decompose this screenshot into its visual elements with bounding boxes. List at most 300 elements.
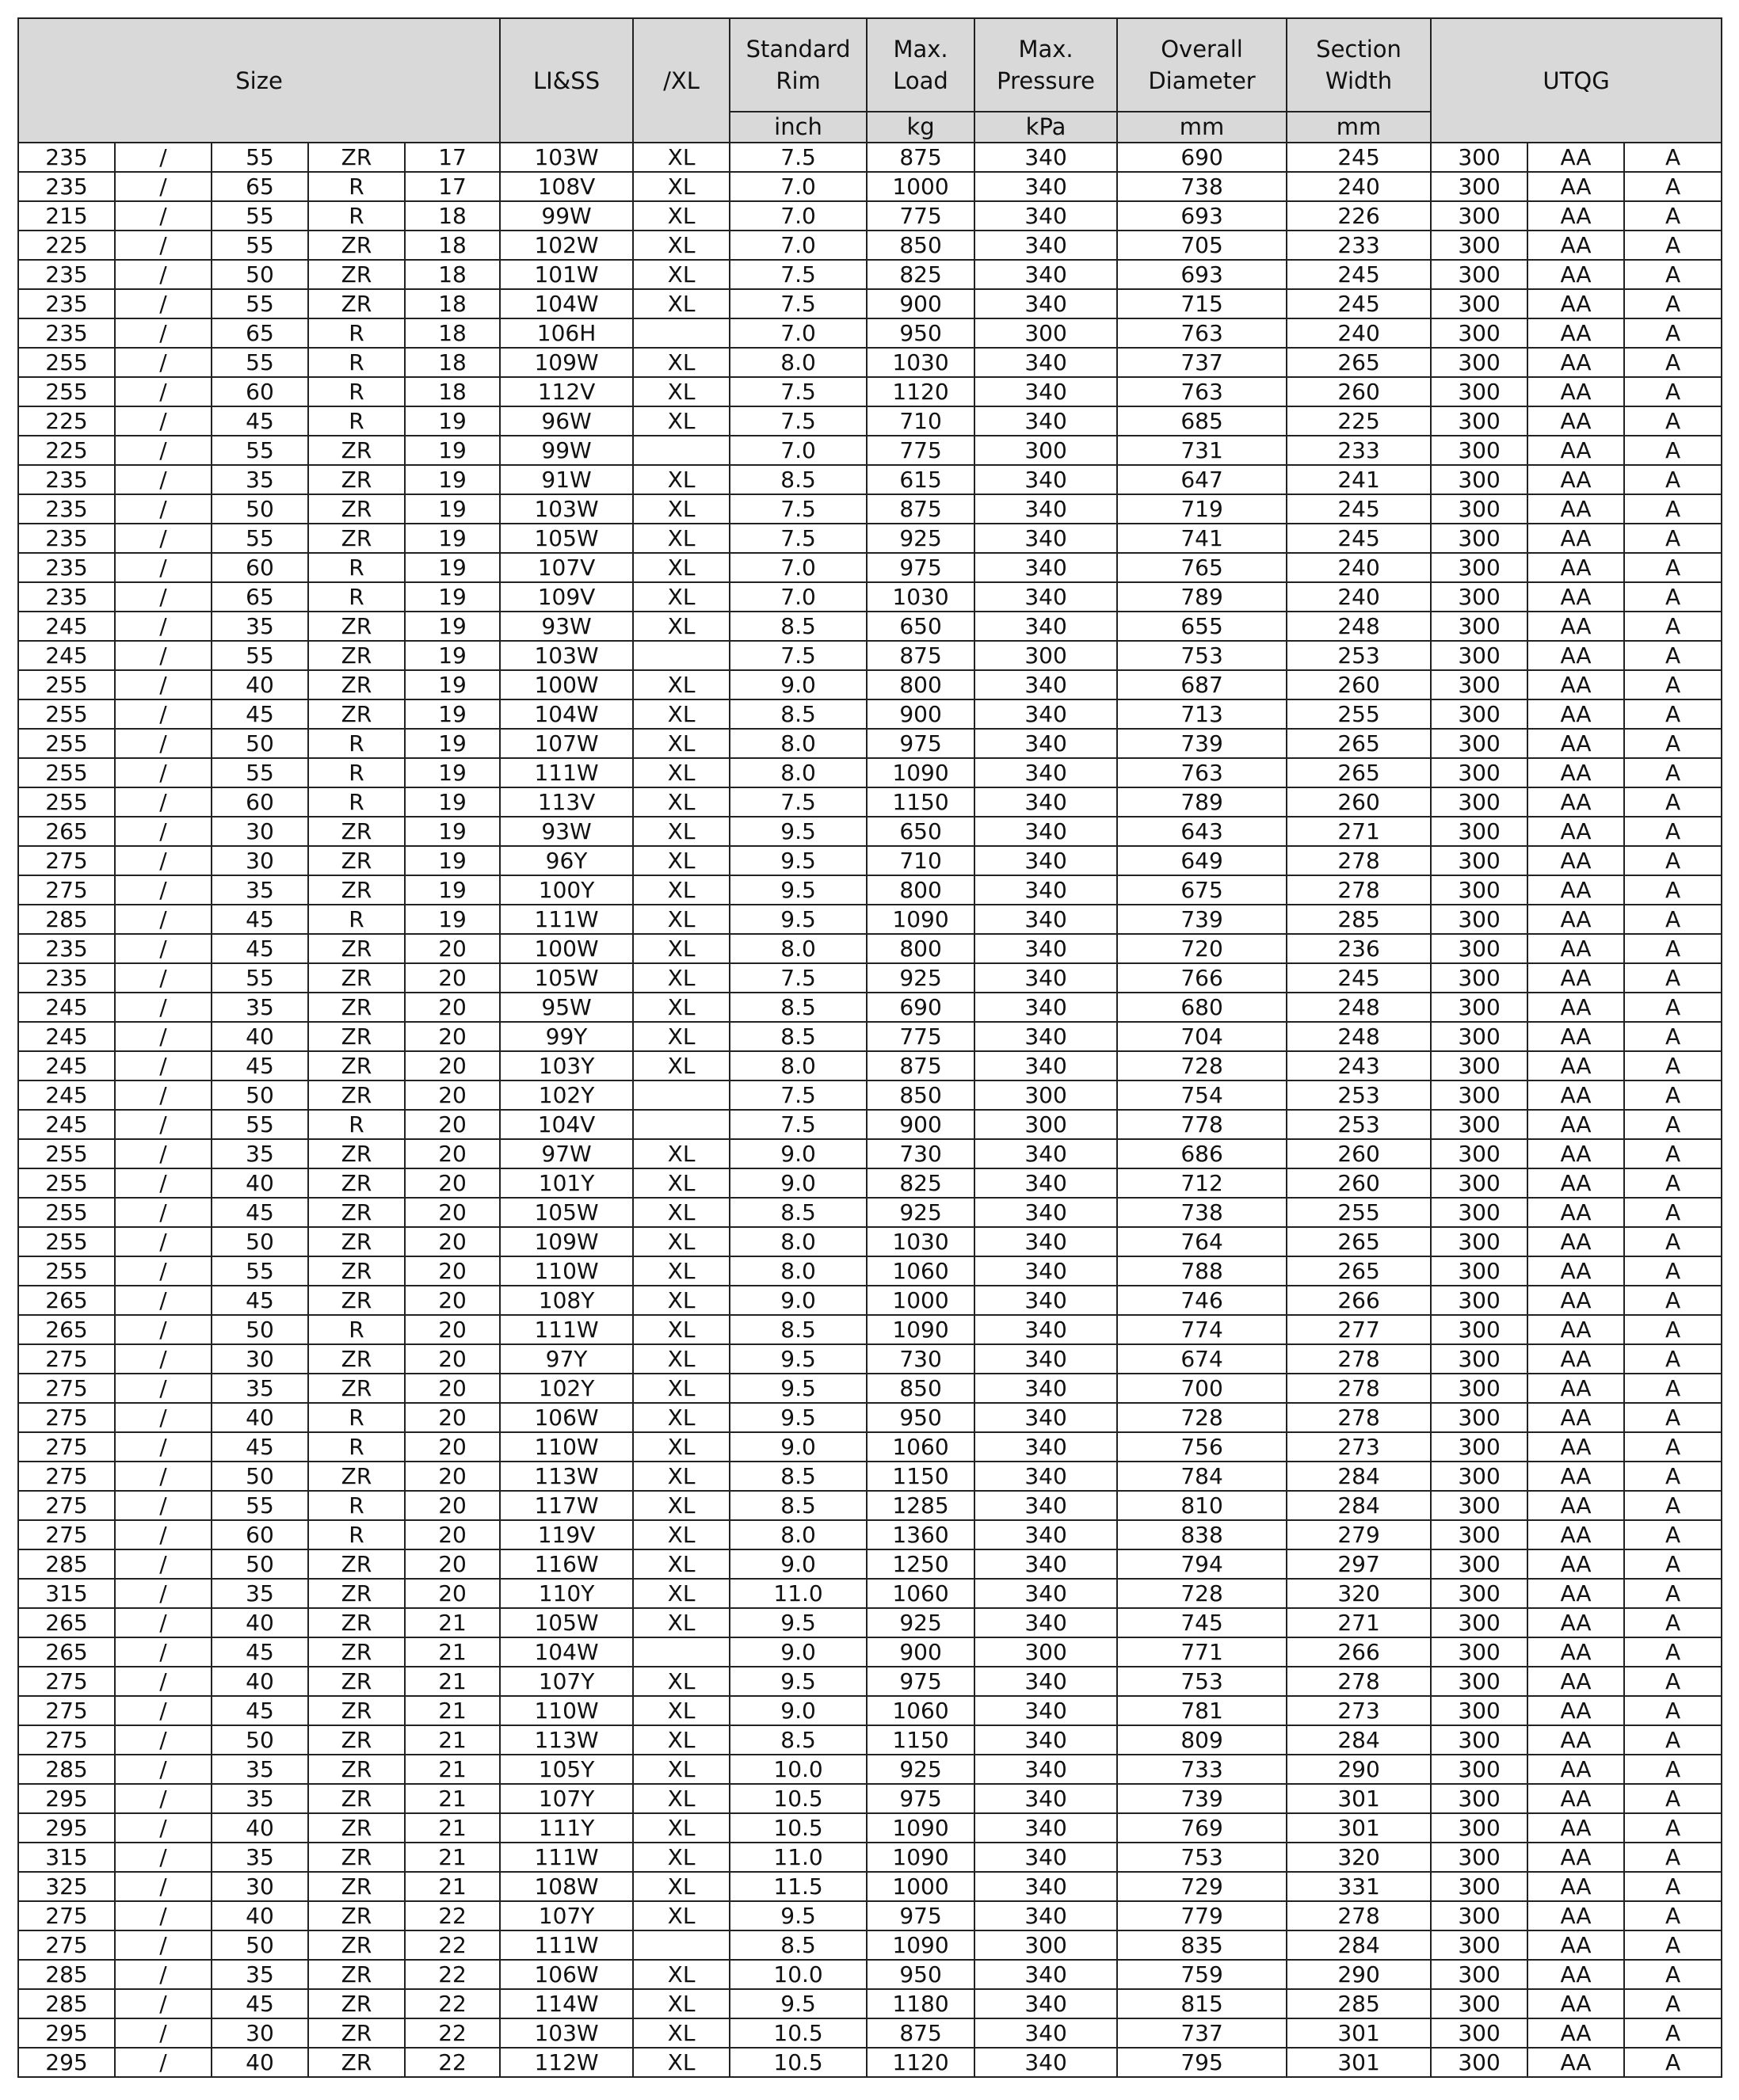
cell-standard-rim: 7.5 [730, 260, 867, 289]
cell-load-speed-index: 99Y [500, 1022, 633, 1051]
cell-size-rim-diameter: 20 [405, 1256, 500, 1286]
cell-size-separator: / [115, 1432, 212, 1462]
cell-load-speed-index: 100Y [500, 875, 633, 905]
cell-size-rim-diameter: 20 [405, 934, 500, 963]
table-row [18, 1139, 1722, 1168]
cell-size-construction: R [308, 553, 405, 582]
cell-utqg-temperature: A [1624, 1696, 1722, 1725]
cell-utqg-temperature: A [1624, 670, 1722, 699]
cell-overall-diameter: 739 [1117, 729, 1287, 758]
cell-overall-diameter: 649 [1117, 846, 1287, 875]
table-row [18, 260, 1722, 289]
cell-utqg-traction: AA [1527, 1989, 1624, 2018]
cell-size-width: 265 [18, 1315, 115, 1344]
cell-utqg-temperature: A [1624, 1755, 1722, 1784]
cell-size-width: 285 [18, 1549, 115, 1579]
cell-max-pressure: 340 [974, 1784, 1117, 1813]
cell-size-separator: / [115, 875, 212, 905]
cell-xl-flag: XL [633, 846, 730, 875]
cell-utqg-treadwear: 300 [1431, 1286, 1527, 1315]
cell-size-separator: / [115, 1110, 212, 1139]
cell-overall-diameter: 809 [1117, 1725, 1287, 1755]
cell-xl-flag: XL [633, 699, 730, 729]
cell-overall-diameter: 769 [1117, 1813, 1287, 1843]
cell-size-separator: / [115, 318, 212, 348]
cell-section-width: 225 [1287, 406, 1431, 436]
cell-utqg-traction: AA [1527, 993, 1624, 1022]
cell-size-rim-diameter: 22 [405, 2048, 500, 2077]
cell-size-aspect-ratio: 50 [212, 1080, 308, 1110]
cell-size-rim-diameter: 20 [405, 993, 500, 1022]
cell-max-pressure: 340 [974, 2048, 1117, 2077]
cell-size-rim-diameter: 20 [405, 1198, 500, 1227]
cell-size-rim-diameter: 19 [405, 641, 500, 670]
table-row [18, 143, 1722, 172]
cell-load-speed-index: 99W [500, 436, 633, 465]
cell-size-width: 285 [18, 1755, 115, 1784]
cell-load-speed-index: 112V [500, 377, 633, 406]
cell-section-width: 265 [1287, 758, 1431, 787]
table-row [18, 1286, 1722, 1315]
cell-size-rim-diameter: 19 [405, 524, 500, 553]
cell-max-pressure: 340 [974, 993, 1117, 1022]
cell-utqg-temperature: A [1624, 2048, 1722, 2077]
cell-utqg-traction: AA [1527, 1462, 1624, 1491]
cell-overall-diameter: 731 [1117, 436, 1287, 465]
tire-spec-sheet [17, 17, 1721, 2078]
cell-utqg-treadwear: 300 [1431, 1110, 1527, 1139]
cell-section-width: 233 [1287, 436, 1431, 465]
cell-utqg-traction: AA [1527, 729, 1624, 758]
cell-utqg-traction: AA [1527, 1491, 1624, 1520]
cell-size-width: 255 [18, 1168, 115, 1198]
cell-size-aspect-ratio: 55 [212, 143, 308, 172]
cell-standard-rim: 7.5 [730, 963, 867, 993]
cell-max-load: 975 [867, 729, 974, 758]
cell-load-speed-index: 102Y [500, 1080, 633, 1110]
table-row [18, 963, 1722, 993]
cell-utqg-traction: AA [1527, 1549, 1624, 1579]
cell-utqg-treadwear: 300 [1431, 1784, 1527, 1813]
cell-load-speed-index: 99W [500, 201, 633, 231]
table-row [18, 729, 1722, 758]
cell-load-speed-index: 108W [500, 1872, 633, 1901]
cell-xl-flag: XL [633, 1989, 730, 2018]
cell-max-load: 925 [867, 1198, 974, 1227]
table-row [18, 1784, 1722, 1813]
cell-size-separator: / [115, 494, 212, 524]
cell-max-load: 1180 [867, 1989, 974, 2018]
cell-size-construction: R [308, 377, 405, 406]
cell-size-separator: / [115, 1989, 212, 2018]
cell-standard-rim: 8.5 [730, 1022, 867, 1051]
table-row [18, 875, 1722, 905]
cell-overall-diameter: 753 [1117, 1667, 1287, 1696]
cell-size-width: 255 [18, 1198, 115, 1227]
cell-utqg-temperature: A [1624, 1051, 1722, 1080]
cell-size-width: 315 [18, 1579, 115, 1608]
cell-overall-diameter: 693 [1117, 201, 1287, 231]
cell-load-speed-index: 106W [500, 1960, 633, 1989]
cell-size-construction: ZR [308, 846, 405, 875]
cell-utqg-temperature: A [1624, 1022, 1722, 1051]
cell-size-aspect-ratio: 45 [212, 699, 308, 729]
cell-utqg-traction: AA [1527, 1667, 1624, 1696]
cell-utqg-traction: AA [1527, 318, 1624, 348]
cell-load-speed-index: 107V [500, 553, 633, 582]
cell-utqg-treadwear: 300 [1431, 2048, 1527, 2077]
cell-utqg-traction: AA [1527, 465, 1624, 494]
cell-load-speed-index: 105W [500, 963, 633, 993]
cell-section-width: 284 [1287, 1725, 1431, 1755]
table-row [18, 1755, 1722, 1784]
cell-xl-flag: XL [633, 729, 730, 758]
cell-utqg-treadwear: 300 [1431, 993, 1527, 1022]
header-standard-rim: Standard Rim [730, 18, 867, 112]
cell-max-load: 1285 [867, 1491, 974, 1520]
unit-load: kg [867, 112, 974, 143]
cell-size-construction: ZR [308, 1989, 405, 2018]
cell-size-construction: ZR [308, 1462, 405, 1491]
cell-standard-rim: 8.0 [730, 1520, 867, 1549]
cell-utqg-temperature: A [1624, 143, 1722, 172]
cell-standard-rim: 7.5 [730, 1080, 867, 1110]
cell-utqg-traction: AA [1527, 231, 1624, 260]
cell-max-pressure: 340 [974, 1872, 1117, 1901]
cell-load-speed-index: 104W [500, 289, 633, 318]
cell-max-pressure: 340 [974, 963, 1117, 993]
table-row [18, 1491, 1722, 1520]
cell-xl-flag: XL [633, 1901, 730, 1930]
cell-size-rim-diameter: 21 [405, 1637, 500, 1667]
cell-size-separator: / [115, 143, 212, 172]
cell-overall-diameter: 794 [1117, 1549, 1287, 1579]
cell-max-load: 650 [867, 817, 974, 846]
cell-xl-flag: XL [633, 201, 730, 231]
cell-size-construction: R [308, 1491, 405, 1520]
cell-utqg-temperature: A [1624, 377, 1722, 406]
cell-overall-diameter: 789 [1117, 787, 1287, 817]
cell-utqg-treadwear: 300 [1431, 1022, 1527, 1051]
cell-size-aspect-ratio: 55 [212, 289, 308, 318]
cell-max-load: 875 [867, 1051, 974, 1080]
table-row [18, 1432, 1722, 1462]
table-row [18, 553, 1722, 582]
cell-size-aspect-ratio: 50 [212, 1462, 308, 1491]
cell-max-load: 775 [867, 436, 974, 465]
cell-size-rim-diameter: 19 [405, 729, 500, 758]
cell-size-aspect-ratio: 40 [212, 1608, 308, 1637]
cell-size-rim-diameter: 22 [405, 1901, 500, 1930]
cell-max-pressure: 340 [974, 1051, 1117, 1080]
cell-utqg-traction: AA [1527, 1168, 1624, 1198]
cell-section-width: 320 [1287, 1843, 1431, 1872]
cell-size-aspect-ratio: 45 [212, 1051, 308, 1080]
cell-size-rim-diameter: 18 [405, 289, 500, 318]
cell-size-rim-diameter: 21 [405, 1725, 500, 1755]
table-row [18, 612, 1722, 641]
cell-xl-flag: XL [633, 1315, 730, 1344]
cell-max-load: 710 [867, 406, 974, 436]
cell-xl-flag: XL [633, 289, 730, 318]
cell-max-pressure: 340 [974, 1374, 1117, 1403]
cell-utqg-temperature: A [1624, 963, 1722, 993]
cell-size-rim-diameter: 22 [405, 1930, 500, 1960]
cell-utqg-temperature: A [1624, 1579, 1722, 1608]
cell-size-width: 255 [18, 348, 115, 377]
cell-size-separator: / [115, 1286, 212, 1315]
cell-overall-diameter: 838 [1117, 1520, 1287, 1549]
cell-load-speed-index: 113W [500, 1725, 633, 1755]
cell-utqg-traction: AA [1527, 172, 1624, 201]
cell-size-construction: R [308, 348, 405, 377]
cell-standard-rim: 8.5 [730, 612, 867, 641]
cell-size-separator: / [115, 1403, 212, 1432]
cell-utqg-traction: AA [1527, 1110, 1624, 1139]
cell-overall-diameter: 741 [1117, 524, 1287, 553]
cell-size-rim-diameter: 19 [405, 670, 500, 699]
cell-utqg-traction: AA [1527, 1843, 1624, 1872]
cell-size-separator: / [115, 406, 212, 436]
cell-load-speed-index: 107Y [500, 1901, 633, 1930]
cell-max-pressure: 340 [974, 494, 1117, 524]
cell-size-separator: / [115, 377, 212, 406]
cell-size-construction: ZR [308, 963, 405, 993]
cell-size-width: 275 [18, 1344, 115, 1374]
cell-standard-rim: 7.0 [730, 201, 867, 231]
cell-size-rim-diameter: 20 [405, 1168, 500, 1198]
cell-max-load: 800 [867, 670, 974, 699]
cell-size-separator: / [115, 1520, 212, 1549]
cell-xl-flag: XL [633, 905, 730, 934]
cell-standard-rim: 8.5 [730, 1930, 867, 1960]
table-row [18, 348, 1722, 377]
cell-overall-diameter: 765 [1117, 553, 1287, 582]
header-xl: /XL [633, 18, 730, 143]
cell-overall-diameter: 728 [1117, 1579, 1287, 1608]
cell-standard-rim: 8.0 [730, 934, 867, 963]
cell-max-load: 1000 [867, 172, 974, 201]
cell-standard-rim: 8.0 [730, 729, 867, 758]
cell-utqg-traction: AA [1527, 1813, 1624, 1843]
cell-size-aspect-ratio: 40 [212, 2048, 308, 2077]
table-row [18, 318, 1722, 348]
cell-load-speed-index: 117W [500, 1491, 633, 1520]
table-row [18, 406, 1722, 436]
cell-standard-rim: 8.5 [730, 699, 867, 729]
cell-overall-diameter: 763 [1117, 318, 1287, 348]
cell-xl-flag: XL [633, 406, 730, 436]
cell-utqg-treadwear: 300 [1431, 612, 1527, 641]
cell-max-pressure: 340 [974, 875, 1117, 905]
cell-utqg-temperature: A [1624, 817, 1722, 846]
cell-size-aspect-ratio: 45 [212, 934, 308, 963]
cell-utqg-traction: AA [1527, 1960, 1624, 1989]
cell-load-speed-index: 97Y [500, 1344, 633, 1374]
cell-max-load: 1030 [867, 1227, 974, 1256]
cell-overall-diameter: 771 [1117, 1637, 1287, 1667]
cell-load-speed-index: 95W [500, 993, 633, 1022]
cell-size-aspect-ratio: 55 [212, 641, 308, 670]
table-row [18, 1520, 1722, 1549]
cell-section-width: 301 [1287, 2048, 1431, 2077]
cell-utqg-temperature: A [1624, 1315, 1722, 1344]
cell-overall-diameter: 753 [1117, 641, 1287, 670]
cell-size-aspect-ratio: 45 [212, 1696, 308, 1725]
cell-standard-rim: 8.5 [730, 1198, 867, 1227]
cell-size-width: 275 [18, 846, 115, 875]
cell-load-speed-index: 106H [500, 318, 633, 348]
cell-utqg-temperature: A [1624, 1960, 1722, 1989]
cell-size-width: 275 [18, 1930, 115, 1960]
cell-size-separator: / [115, 1725, 212, 1755]
cell-size-construction: ZR [308, 2018, 405, 2048]
cell-load-speed-index: 107Y [500, 1784, 633, 1813]
cell-size-width: 235 [18, 260, 115, 289]
header-section-width: Section Width [1287, 18, 1431, 112]
cell-max-load: 925 [867, 1608, 974, 1637]
cell-section-width: 240 [1287, 582, 1431, 612]
cell-load-speed-index: 103W [500, 641, 633, 670]
cell-max-pressure: 340 [974, 1813, 1117, 1843]
header-max-pressure: Max. Pressure [974, 18, 1117, 112]
cell-size-construction: ZR [308, 699, 405, 729]
cell-utqg-treadwear: 300 [1431, 377, 1527, 406]
cell-utqg-temperature: A [1624, 1930, 1722, 1960]
cell-overall-diameter: 778 [1117, 1110, 1287, 1139]
cell-section-width: 266 [1287, 1286, 1431, 1315]
table-row [18, 1813, 1722, 1843]
cell-utqg-traction: AA [1527, 1051, 1624, 1080]
cell-size-separator: / [115, 993, 212, 1022]
cell-utqg-treadwear: 300 [1431, 1403, 1527, 1432]
cell-max-pressure: 340 [974, 553, 1117, 582]
cell-xl-flag: XL [633, 787, 730, 817]
cell-overall-diameter: 763 [1117, 377, 1287, 406]
cell-load-speed-index: 110W [500, 1256, 633, 1286]
cell-utqg-treadwear: 300 [1431, 1051, 1527, 1080]
cell-size-construction: ZR [308, 612, 405, 641]
cell-max-load: 900 [867, 699, 974, 729]
cell-utqg-traction: AA [1527, 1520, 1624, 1549]
cell-size-width: 265 [18, 1286, 115, 1315]
cell-section-width: 285 [1287, 1989, 1431, 2018]
cell-section-width: 255 [1287, 699, 1431, 729]
cell-size-width: 285 [18, 1989, 115, 2018]
cell-size-width: 255 [18, 377, 115, 406]
cell-size-rim-diameter: 17 [405, 143, 500, 172]
cell-max-load: 1090 [867, 905, 974, 934]
cell-max-pressure: 300 [974, 1637, 1117, 1667]
cell-size-separator: / [115, 612, 212, 641]
table-row [18, 2018, 1722, 2048]
cell-size-width: 255 [18, 1139, 115, 1168]
cell-max-pressure: 300 [974, 1080, 1117, 1110]
cell-xl-flag: XL [633, 963, 730, 993]
cell-max-pressure: 340 [974, 143, 1117, 172]
cell-section-width: 271 [1287, 1608, 1431, 1637]
cell-size-construction: ZR [308, 875, 405, 905]
cell-standard-rim: 8.5 [730, 1725, 867, 1755]
cell-utqg-treadwear: 300 [1431, 699, 1527, 729]
cell-section-width: 253 [1287, 1080, 1431, 1110]
cell-size-width: 255 [18, 1227, 115, 1256]
table-row [18, 1110, 1722, 1139]
cell-size-construction: ZR [308, 494, 405, 524]
cell-max-load: 1150 [867, 1725, 974, 1755]
table-row [18, 1960, 1722, 1989]
cell-max-load: 975 [867, 553, 974, 582]
cell-size-rim-diameter: 19 [405, 875, 500, 905]
cell-size-construction: ZR [308, 641, 405, 670]
cell-size-width: 275 [18, 1667, 115, 1696]
cell-load-speed-index: 93W [500, 817, 633, 846]
table-row [18, 1051, 1722, 1080]
cell-max-pressure: 340 [974, 1286, 1117, 1315]
cell-size-width: 285 [18, 1960, 115, 1989]
cell-max-load: 925 [867, 524, 974, 553]
cell-size-aspect-ratio: 65 [212, 318, 308, 348]
cell-xl-flag [633, 1110, 730, 1139]
cell-load-speed-index: 101W [500, 260, 633, 289]
cell-size-construction: ZR [308, 1637, 405, 1667]
cell-size-separator: / [115, 1784, 212, 1813]
cell-size-width: 275 [18, 1491, 115, 1520]
cell-size-construction: R [308, 729, 405, 758]
cell-size-rim-diameter: 19 [405, 787, 500, 817]
cell-max-pressure: 340 [974, 846, 1117, 875]
table-row [18, 1930, 1722, 1960]
cell-standard-rim: 9.0 [730, 1696, 867, 1725]
cell-size-rim-diameter: 18 [405, 348, 500, 377]
cell-max-load: 1090 [867, 1843, 974, 1872]
cell-size-rim-diameter: 19 [405, 553, 500, 582]
cell-max-pressure: 340 [974, 1168, 1117, 1198]
cell-max-pressure: 340 [974, 201, 1117, 231]
cell-overall-diameter: 835 [1117, 1930, 1287, 1960]
cell-standard-rim: 10.5 [730, 2018, 867, 2048]
cell-section-width: 233 [1287, 231, 1431, 260]
cell-load-speed-index: 109W [500, 1227, 633, 1256]
cell-size-aspect-ratio: 50 [212, 1315, 308, 1344]
cell-section-width: 240 [1287, 318, 1431, 348]
cell-utqg-treadwear: 300 [1431, 1168, 1527, 1198]
table-row [18, 201, 1722, 231]
cell-size-separator: / [115, 582, 212, 612]
cell-xl-flag: XL [633, 2048, 730, 2077]
cell-utqg-traction: AA [1527, 1315, 1624, 1344]
cell-standard-rim: 7.0 [730, 318, 867, 348]
cell-overall-diameter: 789 [1117, 582, 1287, 612]
cell-load-speed-index: 97W [500, 1139, 633, 1168]
cell-utqg-treadwear: 300 [1431, 1520, 1527, 1549]
cell-utqg-treadwear: 300 [1431, 875, 1527, 905]
cell-size-separator: / [115, 1491, 212, 1520]
table-row [18, 1315, 1722, 1344]
cell-max-load: 850 [867, 231, 974, 260]
cell-xl-flag: XL [633, 758, 730, 787]
cell-xl-flag: XL [633, 2018, 730, 2048]
cell-xl-flag: XL [633, 1256, 730, 1286]
cell-overall-diameter: 687 [1117, 670, 1287, 699]
cell-utqg-treadwear: 300 [1431, 1989, 1527, 2018]
cell-size-rim-diameter: 21 [405, 1608, 500, 1637]
cell-size-rim-diameter: 20 [405, 1139, 500, 1168]
cell-size-separator: / [115, 2048, 212, 2077]
table-row [18, 1725, 1722, 1755]
cell-standard-rim: 10.0 [730, 1960, 867, 1989]
cell-size-construction: ZR [308, 1872, 405, 1901]
